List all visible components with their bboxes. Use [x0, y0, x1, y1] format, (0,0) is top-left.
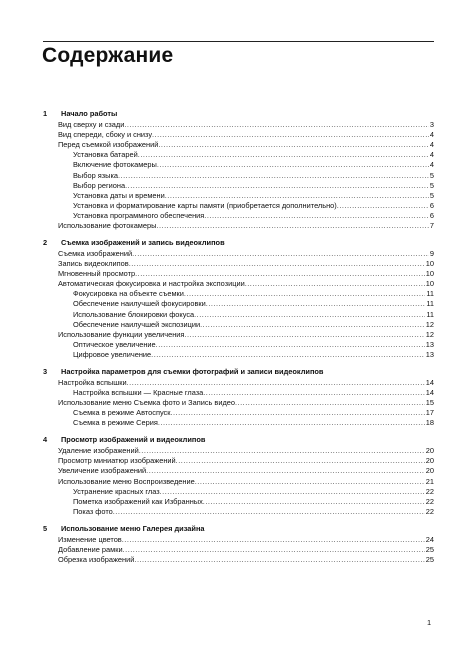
toc-entry-page: 4 — [429, 140, 434, 150]
dot-leader — [146, 466, 425, 476]
toc-entry[interactable] — [40, 140, 434, 150]
dot-leader — [194, 310, 425, 320]
toc-entry-title: Включение фотокамеры — [73, 160, 157, 170]
toc-entry[interactable] — [40, 408, 434, 418]
toc-entry-title: Использование фотокамеры — [58, 221, 157, 231]
toc-entry-title: Мгновенный просмотр — [58, 269, 136, 279]
dot-leader — [176, 456, 425, 466]
toc-entry-page: 20 — [425, 456, 434, 466]
toc-entry[interactable] — [40, 160, 434, 170]
dot-leader — [134, 555, 424, 565]
toc-entry-page: 14 — [425, 377, 434, 387]
toc-entry-title: Настройка вспышки — Красные глаза — [73, 388, 204, 398]
table-of-contents — [40, 109, 434, 565]
toc-entry-page: 7 — [429, 221, 434, 231]
toc-entry[interactable] — [40, 269, 434, 279]
toc-entry-page: 11 — [426, 289, 434, 299]
toc-entry-title: Перед съемкой изображений — [58, 140, 159, 150]
dot-leader — [139, 446, 425, 456]
toc-entry-page: 12 — [425, 329, 434, 339]
toc-entry[interactable] — [40, 289, 434, 299]
dot-leader — [160, 487, 425, 497]
dot-leader — [156, 340, 425, 350]
page-title: Содержание — [42, 44, 174, 67]
section-title: Настройка параметров для съемки фотографий и записи видеоклипов — [61, 366, 324, 376]
toc-entry-title: Использование функции увеличения — [58, 329, 185, 339]
toc-entry[interactable] — [40, 221, 434, 231]
section-number: 5 — [43, 523, 48, 533]
toc-entry[interactable] — [40, 249, 434, 259]
toc-entry-page: 12 — [425, 319, 434, 329]
toc-entry-page: 20 — [425, 446, 434, 456]
toc-entry-title: Обеспечение наилучшей экспозиции — [73, 319, 201, 329]
toc-entry[interactable] — [40, 181, 434, 191]
toc-entry-page: 14 — [425, 388, 434, 398]
toc-entry-page: 20 — [425, 466, 434, 476]
dot-leader — [337, 201, 429, 211]
toc-entry[interactable] — [40, 378, 434, 388]
dot-leader — [152, 130, 429, 140]
toc-entry[interactable] — [40, 330, 434, 340]
toc-entry-title: Съемка изображений — [58, 249, 133, 259]
toc-entry-page: 24 — [425, 534, 434, 544]
section-heading[interactable] — [40, 435, 434, 445]
page-number: 1 — [427, 618, 432, 627]
dot-leader — [123, 545, 425, 555]
toc-entry[interactable] — [40, 507, 434, 517]
section-heading[interactable] — [40, 367, 434, 377]
dot-leader — [235, 398, 425, 408]
dot-leader — [158, 140, 429, 150]
toc-entry-title: Настройка вспышки — [58, 377, 127, 387]
toc-entry-page: 4 — [429, 150, 434, 160]
toc-entry[interactable] — [40, 299, 434, 309]
toc-entry-page: 25 — [425, 544, 434, 554]
dot-leader — [129, 259, 425, 269]
toc-entry-page: 4 — [429, 160, 434, 170]
toc-entry-title: Автоматическая фокусировка и настройка экспозиции — [58, 279, 245, 289]
toc-entry-page: 25 — [425, 555, 434, 565]
toc-entry-title: Просмотр миниатюр изображений — [58, 456, 176, 466]
toc-entry-page: 13 — [425, 349, 434, 359]
toc-entry[interactable] — [40, 350, 434, 360]
dot-leader — [203, 388, 425, 398]
dot-leader — [122, 535, 425, 545]
toc-entry[interactable] — [40, 497, 434, 507]
toc-entry-page: 22 — [425, 506, 434, 516]
toc-entry-title: Съемка в режиме Автоспуск — [73, 408, 171, 418]
toc-entry-page: 5 — [429, 180, 434, 190]
toc-entry-title: Использование меню Съемка фото и Запись видео — [58, 398, 236, 408]
toc-entry[interactable] — [40, 150, 434, 160]
toc-entry[interactable] — [40, 456, 434, 466]
dot-leader — [204, 211, 429, 221]
toc-entry[interactable] — [40, 191, 434, 201]
dot-leader — [184, 330, 424, 340]
toc-entry-title: Выбор региона — [73, 180, 126, 190]
toc-entry-page: 11 — [426, 309, 434, 319]
dot-leader — [125, 181, 429, 191]
toc-entry[interactable] — [40, 171, 434, 181]
dot-leader — [113, 507, 425, 517]
toc-entry-title: Установка даты и времени — [73, 190, 165, 200]
toc-entry-title: Пометка изображений как Избранных — [73, 496, 203, 506]
toc-entry-title: Устранение красных глаз — [73, 486, 160, 496]
dot-leader — [195, 477, 425, 487]
toc-entry-page: 21 — [425, 476, 434, 486]
toc-entry[interactable] — [40, 259, 434, 269]
toc-entry-title: Оптическое увеличение — [73, 339, 156, 349]
dot-leader — [138, 150, 429, 160]
toc-entry-page: 5 — [429, 190, 434, 200]
toc-entry-page: 18 — [425, 418, 434, 428]
dot-leader — [165, 191, 429, 201]
toc-entry-title: Вид спереди, сбоку и снизу — [58, 130, 153, 140]
toc-entry-title: Запись видеоклипов — [58, 259, 129, 269]
dot-leader — [127, 378, 425, 388]
toc-entry-title: Обрезка изображений — [58, 555, 135, 565]
toc-entry-title: Установка программного обеспечения — [73, 210, 205, 220]
toc-entry-page: 17 — [425, 408, 434, 418]
section-heading[interactable] — [40, 109, 434, 119]
section-number: 1 — [43, 109, 48, 118]
toc-entry[interactable] — [40, 120, 434, 130]
dot-leader — [118, 171, 429, 181]
toc-entry-page: 13 — [425, 339, 434, 349]
dot-leader — [171, 408, 425, 418]
toc-entry[interactable] — [40, 388, 434, 398]
toc-entry[interactable] — [40, 418, 434, 428]
toc-entry-title: Использование блокировки фокуса — [73, 309, 195, 319]
toc-entry-page: 9 — [429, 249, 434, 259]
toc-entry-page: 6 — [429, 210, 434, 220]
toc-entry-title: Вид сверху и сзади — [58, 120, 125, 130]
dot-leader — [124, 120, 429, 130]
toc-entry-title: Удаление изображений — [58, 446, 139, 456]
dot-leader — [203, 497, 425, 507]
dot-leader — [156, 221, 428, 231]
section-title: Начало работы — [61, 109, 118, 118]
dot-leader — [245, 279, 425, 289]
toc-entry[interactable] — [40, 279, 434, 289]
title-rule — [43, 41, 434, 42]
toc-entry-title: Показ фото — [73, 506, 113, 516]
toc-entry[interactable] — [40, 555, 434, 565]
toc-entry[interactable] — [40, 310, 434, 320]
toc-entry[interactable] — [40, 340, 434, 350]
toc-entry-title: Съемка в режиме Серия — [73, 418, 158, 428]
toc-entry-title: Выбор языка — [73, 170, 118, 180]
section-title: Просмотр изображений и видеоклипов — [61, 435, 206, 445]
dot-leader — [184, 289, 425, 299]
toc-entry-title: Обеспечение наилучшей фокусировки — [73, 299, 206, 309]
toc-entry[interactable] — [40, 487, 434, 497]
toc-entry[interactable] — [40, 398, 434, 408]
section-number: 2 — [43, 237, 48, 247]
toc-entry-title: Использование меню Воспроизведение — [58, 476, 195, 486]
section-heading[interactable] — [40, 524, 434, 534]
dot-leader — [206, 299, 426, 309]
section-number: 4 — [43, 435, 48, 445]
toc-entry[interactable] — [40, 446, 434, 456]
toc-entry-title: Установка и форматирование карты памяти (приобретается дополнительно) — [73, 200, 337, 210]
toc-entry-title: Цифровое увеличение — [73, 349, 152, 359]
toc-entry[interactable] — [40, 211, 434, 221]
toc-entry[interactable] — [40, 545, 434, 555]
toc-entry-page: 10 — [425, 269, 434, 279]
toc-entry-title: Установка батарей — [73, 150, 138, 160]
toc-entry-title: Изменение цветов — [58, 534, 122, 544]
toc-entry-page: 6 — [429, 200, 434, 210]
dot-leader — [135, 269, 425, 279]
toc-entry-page: 15 — [425, 398, 434, 408]
toc-entry[interactable] — [40, 130, 434, 140]
section-number: 3 — [43, 366, 48, 376]
toc-entry[interactable] — [40, 535, 434, 545]
toc-entry-page: 10 — [425, 279, 434, 289]
toc-entry[interactable] — [40, 466, 434, 476]
toc-entry-page: 4 — [429, 130, 434, 140]
toc-entry[interactable] — [40, 477, 434, 487]
dot-leader — [132, 249, 429, 259]
toc-entry-title: Увеличение изображений — [58, 466, 147, 476]
section-title: Использование меню Галерея дизайна — [61, 523, 205, 533]
section-heading[interactable] — [40, 238, 434, 248]
dot-leader — [157, 160, 429, 170]
toc-entry-page: 5 — [429, 170, 434, 180]
dot-leader — [200, 320, 425, 330]
dot-leader — [158, 418, 425, 428]
toc-entry-page: 11 — [426, 299, 434, 309]
toc-entry-title: Добавление рамки — [58, 544, 123, 554]
toc-entry-title: Фокусировка на объекте съемки — [73, 289, 184, 299]
toc-entry[interactable] — [40, 201, 434, 211]
toc-entry-page: 22 — [425, 486, 434, 496]
toc-entry-page: 22 — [425, 496, 434, 506]
toc-entry-page: 10 — [425, 259, 434, 269]
dot-leader — [151, 350, 425, 360]
toc-entry[interactable] — [40, 320, 434, 330]
section-title: Съемка изображений и запись видеоклипов — [61, 237, 225, 247]
toc-entry-page: 3 — [429, 120, 434, 130]
